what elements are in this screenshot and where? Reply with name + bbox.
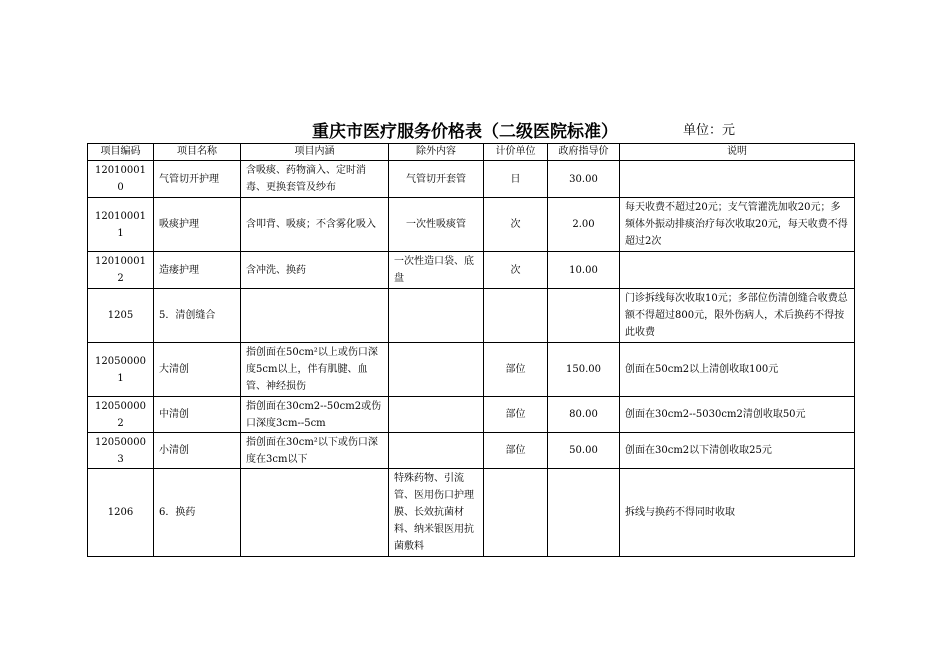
cell-name: 造瘘护理 xyxy=(154,252,241,289)
cell-unit: 次 xyxy=(484,198,548,252)
cell-unit xyxy=(484,289,548,343)
cell-name: 气管切开护理 xyxy=(154,161,241,198)
cell-price: 2.00 xyxy=(548,198,620,252)
cell-code: 120100012 xyxy=(88,252,154,289)
cell-note: 每天收费不超过20元；支气管灌洗加收20元；多频体外振动排痰治疗每次收取20元，每天收费不得超过2次 xyxy=(620,198,855,252)
cell-unit xyxy=(484,469,548,557)
table-row xyxy=(88,252,855,289)
cell-content: 含吸痰、药物滴入、定时消毒、更换套管及纱布 xyxy=(241,161,389,198)
table-row xyxy=(88,397,855,433)
table-header-row xyxy=(88,144,855,161)
table-row xyxy=(88,433,855,469)
cell-unit: 次 xyxy=(484,252,548,289)
header-exclusion: 除外内容 xyxy=(389,144,484,161)
cell-name: 中清创 xyxy=(154,397,241,433)
cell-exclusion: 一次性造口袋、底盘 xyxy=(389,252,484,289)
table-title: 重庆市医疗服务价格表（二级医院标准） xyxy=(312,122,618,142)
header-content: 项目内涵 xyxy=(241,144,389,161)
cell-note: 门诊拆线每次收取10元；多部位伤清创缝合收费总额不得超过800元，限外伤病人，术后换药不得按此收费 xyxy=(620,289,855,343)
cell-code: 120500002 xyxy=(88,397,154,433)
cell-unit: 部位 xyxy=(484,397,548,433)
cell-content xyxy=(241,289,389,343)
cell-unit: 部位 xyxy=(484,343,548,397)
cell-price: 80.00 xyxy=(548,397,620,433)
cell-price: 10.00 xyxy=(548,252,620,289)
header-price: 政府指导价 xyxy=(548,144,620,161)
cell-name: 小清创 xyxy=(154,433,241,469)
cell-exclusion xyxy=(389,433,484,469)
cell-price xyxy=(548,289,620,343)
cell-code: 1206 xyxy=(88,469,154,557)
cell-code: 120100011 xyxy=(88,198,154,252)
cell-code: 120500001 xyxy=(88,343,154,397)
cell-exclusion xyxy=(389,397,484,433)
header-code: 项目编码 xyxy=(88,144,154,161)
header-name: 项目名称 xyxy=(154,144,241,161)
table-row xyxy=(88,343,855,397)
table-row xyxy=(88,469,855,557)
cell-exclusion: 一次性吸痰管 xyxy=(389,198,484,252)
cell-content: 指创面在50cm²以上或伤口深度5cm以上，伴有肌腱、血管、神经损伤 xyxy=(241,343,389,397)
cell-price: 50.00 xyxy=(548,433,620,469)
cell-code: 120100010 xyxy=(88,161,154,198)
price-table xyxy=(87,143,855,557)
header-note: 说明 xyxy=(620,144,855,161)
cell-note: 创面在30cm2--5030cm2清创收取50元 xyxy=(620,397,855,433)
cell-content xyxy=(241,469,389,557)
cell-price xyxy=(548,469,620,557)
table-row xyxy=(88,289,855,343)
table-row xyxy=(88,161,855,198)
cell-exclusion xyxy=(389,289,484,343)
cell-code: 120500003 xyxy=(88,433,154,469)
cell-unit: 日 xyxy=(484,161,548,198)
cell-name: 5．清创缝合 xyxy=(154,289,241,343)
cell-exclusion xyxy=(389,343,484,397)
cell-unit: 部位 xyxy=(484,433,548,469)
cell-note: 创面在50cm2以上清创收取100元 xyxy=(620,343,855,397)
table-row xyxy=(88,198,855,252)
cell-code: 1205 xyxy=(88,289,154,343)
cell-price: 30.00 xyxy=(548,161,620,198)
cell-content: 指创面在30cm2--50cm2或伤口深度3cm--5cm xyxy=(241,397,389,433)
cell-note: 创面在30cm2以下清创收取25元 xyxy=(620,433,855,469)
cell-content: 指创面在30cm²以下或伤口深度在3cm以下 xyxy=(241,433,389,469)
cell-exclusion: 气管切开套管 xyxy=(389,161,484,198)
cell-name: 吸痰护理 xyxy=(154,198,241,252)
cell-note xyxy=(620,161,855,198)
currency-unit: 单位：元 xyxy=(683,123,736,138)
cell-note: 拆线与换药不得同时收取 xyxy=(620,469,855,557)
cell-name: 6．换药 xyxy=(154,469,241,557)
cell-price: 150.00 xyxy=(548,343,620,397)
cell-content: 含冲洗、换药 xyxy=(241,252,389,289)
header-unit: 计价单位 xyxy=(484,144,548,161)
cell-exclusion: 特殊药物、引流管、医用伤口护理膜、长效抗菌材料、纳米银医用抗菌敷料 xyxy=(389,469,484,557)
page-title xyxy=(0,117,950,141)
cell-note xyxy=(620,252,855,289)
cell-name: 大清创 xyxy=(154,343,241,397)
cell-content: 含叩背、吸痰；不含雾化吸入 xyxy=(241,198,389,252)
